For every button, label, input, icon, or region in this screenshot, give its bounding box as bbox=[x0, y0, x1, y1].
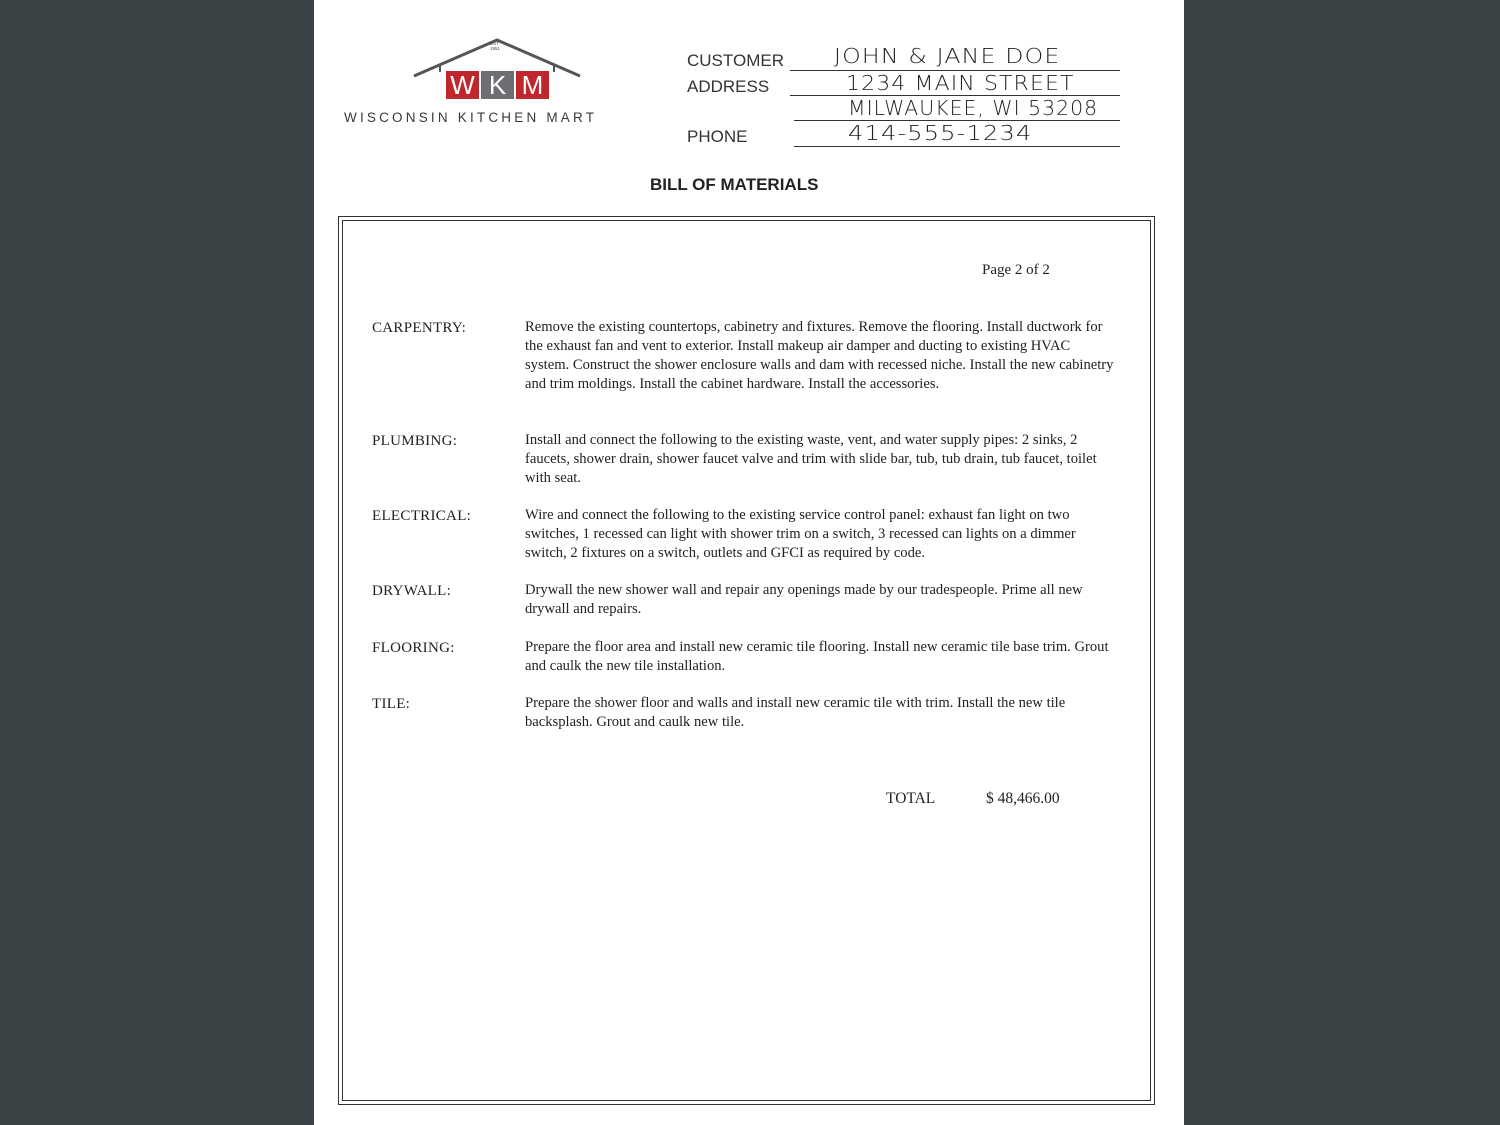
logo-letter-w: W bbox=[446, 71, 479, 99]
customer-value: JOHN & JANE DOE bbox=[834, 44, 1061, 68]
section-text-electrical: Wire and connect the following to the existing service control panel: exhaust fan light on two switches, 1 recessed can light with shower trim on a switch, 3 recessed can lights on a dimmer switch, 2 fixtures on a switch, outlets and GFCI as required by code. bbox=[525, 507, 1076, 561]
section-label-plumbing: PLUMBING: bbox=[372, 433, 458, 449]
total-value: $ 48,466.00 bbox=[986, 790, 1060, 807]
section-text-plumbing: Install and connect the following to the existing waste, vent, and water supply pipes: 2 sinks, 2 faucets, shower drain, shower faucet valve and trim with slide bar, tub, tub drain, tub faucet, toilet with seat. bbox=[525, 432, 1097, 486]
logo-letter-k: K bbox=[481, 71, 514, 99]
section-label-tile: TILE: bbox=[372, 696, 411, 712]
address-value-2: MILWAUKEE, WI 53208 bbox=[848, 96, 1099, 120]
section-label-electrical: ELECTRICAL: bbox=[372, 508, 472, 524]
section-text-carpentry: Remove the existing countertops, cabinetry and fixtures. Remove the flooring. Install ductwork for the exhaust fan and vent to exterior. Install makeup air damper and ducting to existing HVAC system. Construct the shower enclosure walls and dam with recessed niche. Install the new cabinetry and trim moldings. Install the cabinet hardware. Install the accessories. bbox=[525, 319, 1114, 392]
page-number: Page 2 of 2 bbox=[982, 262, 1050, 278]
established-badge: EST. 1951 bbox=[489, 41, 500, 51]
logo-wordmark: WISCONSIN KITCHEN MART bbox=[344, 110, 598, 125]
section-label-drywall: DRYWALL: bbox=[372, 583, 452, 599]
section-label-flooring: FLOORING: bbox=[372, 640, 455, 656]
company-logo bbox=[344, 38, 654, 138]
document-page bbox=[314, 0, 1184, 1125]
document-title: BILL OF MATERIALS bbox=[650, 175, 819, 194]
customer-label: CUSTOMER bbox=[687, 51, 784, 70]
phone-label: PHONE bbox=[687, 127, 748, 146]
phone-value: 414-555-1234 bbox=[848, 121, 1033, 145]
section-text-flooring: Prepare the floor area and install new ceramic tile flooring. Install new ceramic tile base trim. Grout and caulk the new tile installation. bbox=[525, 639, 1109, 674]
total-label: TOTAL bbox=[886, 790, 936, 807]
address-value-1: 1234 MAIN STREET bbox=[846, 71, 1075, 95]
section-text-drywall: Drywall the new shower wall and repair any openings made by our tradespeople. Prime all new drywall and repairs. bbox=[525, 582, 1083, 617]
phone-line bbox=[794, 146, 1120, 147]
section-label-carpentry: CARPENTRY: bbox=[372, 320, 467, 336]
section-text-tile: Prepare the shower floor and walls and install new ceramic tile with trim. Install the new tile backsplash. Grout and caulk new tile. bbox=[525, 695, 1066, 730]
address-label: ADDRESS bbox=[687, 77, 770, 96]
logo-letter-m: M bbox=[516, 71, 549, 99]
